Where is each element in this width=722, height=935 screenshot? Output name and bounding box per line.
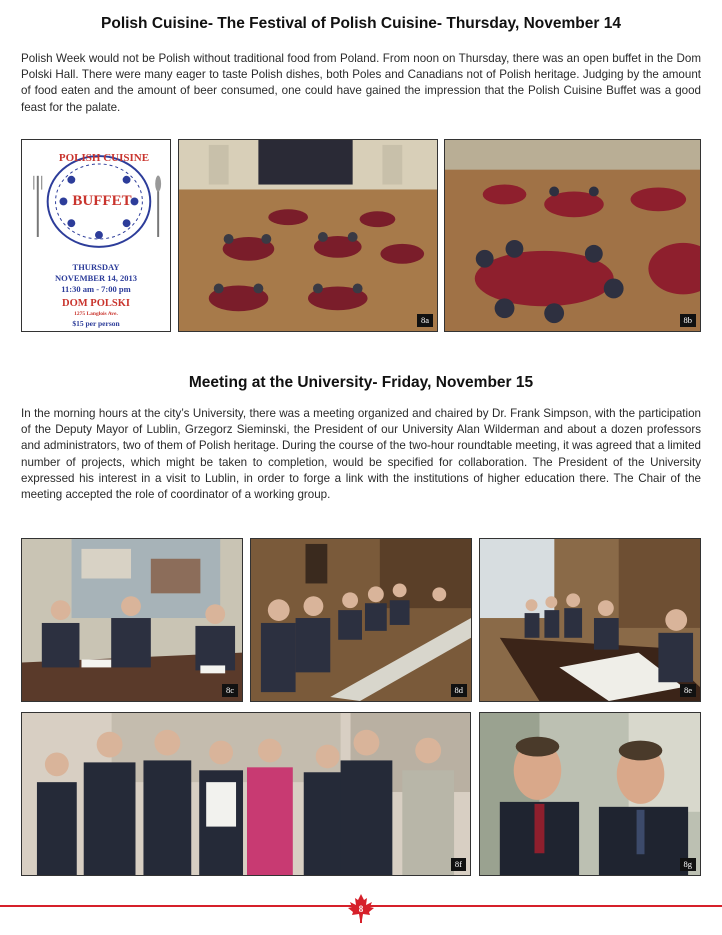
poster-date: NOVEMBER 14, 2013 xyxy=(55,273,137,283)
poster-price: $15 per person xyxy=(72,319,120,328)
photo-8a-dining-hall xyxy=(178,139,438,332)
photo-label-8f: 8f xyxy=(451,858,466,871)
photo-8f-group-portrait xyxy=(21,712,471,876)
photo-8c-meeting-table xyxy=(21,538,243,702)
section-title-university-meeting: Meeting at the University- Friday, November 15 xyxy=(188,374,534,391)
poster-address: 1275 Langlois Ave. xyxy=(74,311,118,317)
photo-8e-meeting-room xyxy=(479,538,701,702)
poster-buffet: BUFFET xyxy=(72,193,132,209)
page-number: 8 xyxy=(358,904,364,914)
photo-8b-tables-guests xyxy=(444,139,701,332)
photo-label-8e: 8e xyxy=(680,684,696,697)
section-title-polish-cuisine: Polish Cuisine- The Festival of Polish Cuisine- Thursday, November 14 xyxy=(101,15,621,32)
poster-day: THURSDAY xyxy=(72,262,120,272)
photo-label-8a: 8a xyxy=(417,314,433,327)
poster-venue: DOM POLSKI xyxy=(62,298,130,309)
photo-8d-roundtable xyxy=(250,538,472,702)
buffet-poster xyxy=(21,139,171,332)
photo-label-8d: 8d xyxy=(451,684,468,697)
section-text-polish-cuisine: Polish Week would not be Polish without traditional food from Poland. From noon on Thursday, there was an open buffet in the Dom Polski Hall. There were many eager to taste Polish dishes, both Poles and Canadians not of Polish heritage. Judging by the amount of food eaten and the amount of beer consumed, one could have gained the impression that the Polish Cuisine Buffet was a good feast for the palate. xyxy=(21,52,701,114)
poster-time: 11:30 am - 7:00 pm xyxy=(61,284,131,294)
section-text-university-meeting: In the morning hours at the city’s University, there was a meeting organized and chaired by Dr. Frank Simpson, with the participation of the Deputy Mayor of Lublin, Grzegorz Sieminski, the President of our University Alan Wilderman and about a dozen professors and administrators, two of them of Polish heritage. During the course of the two-hour roundtable meeting, it was agreed that a limited number of projects, which might be taken to completion, would be specified for collaboration. The President of the University expressed his interest in a visit to Lublin, in order to forge a link with the institutions of higher education there. The Chair of the meeting accepted the role of coordinator of a working group. xyxy=(21,407,701,502)
photo-label-8b: 8b xyxy=(680,314,697,327)
poster-arc-text: POLISH CUISINE xyxy=(58,152,150,164)
photo-label-8g: 8g xyxy=(680,858,697,871)
photo-8g-handshake xyxy=(479,712,701,876)
photo-label-8c: 8c xyxy=(222,684,238,697)
